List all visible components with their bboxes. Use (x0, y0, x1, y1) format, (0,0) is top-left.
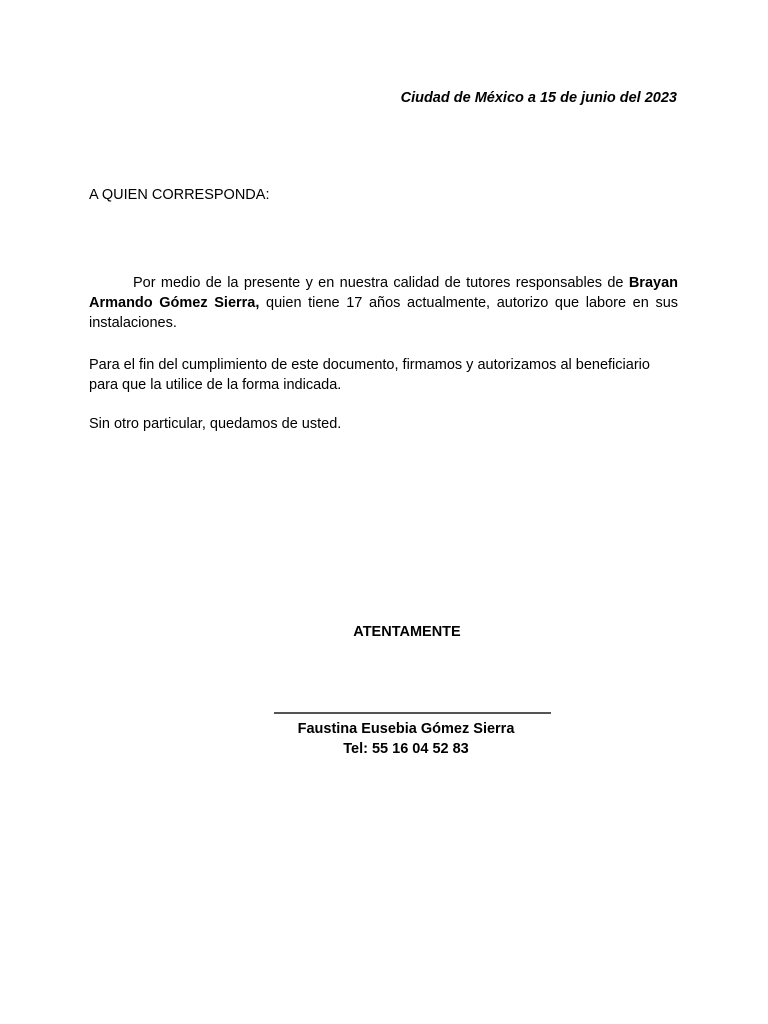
body-paragraph-purpose: Para el fin del cumplimiento de este documento, firmamos y autorizamos al beneficiario para que la utilice de la forma indicada. (89, 357, 650, 393)
paragraph-rest-text: quien tiene 17 años actualmente, autorizo que labore en sus instalaciones. (89, 295, 679, 331)
body-paragraph-closing: Sin otro particular, quedamos de usted. (89, 416, 342, 432)
signer-name: Faustina Eusebia Gómez Sierra (297, 721, 515, 737)
body-paragraph-authorization (89, 273, 678, 333)
beneficiary-name: Brayan Armando Gómez Sierra, (89, 275, 678, 311)
salutation: A QUIEN CORRESPONDA: (89, 187, 270, 203)
paragraph-intro-text: Por medio de la presente y en nuestra calidad de tutores responsables de (133, 275, 629, 291)
closing-salutation: ATENTAMENTE (353, 624, 461, 640)
signature-line (274, 712, 551, 714)
signer-phone: Tel: 55 16 04 52 83 (343, 741, 469, 757)
date-line: Ciudad de México a 15 de junio del 2023 (400, 90, 677, 106)
